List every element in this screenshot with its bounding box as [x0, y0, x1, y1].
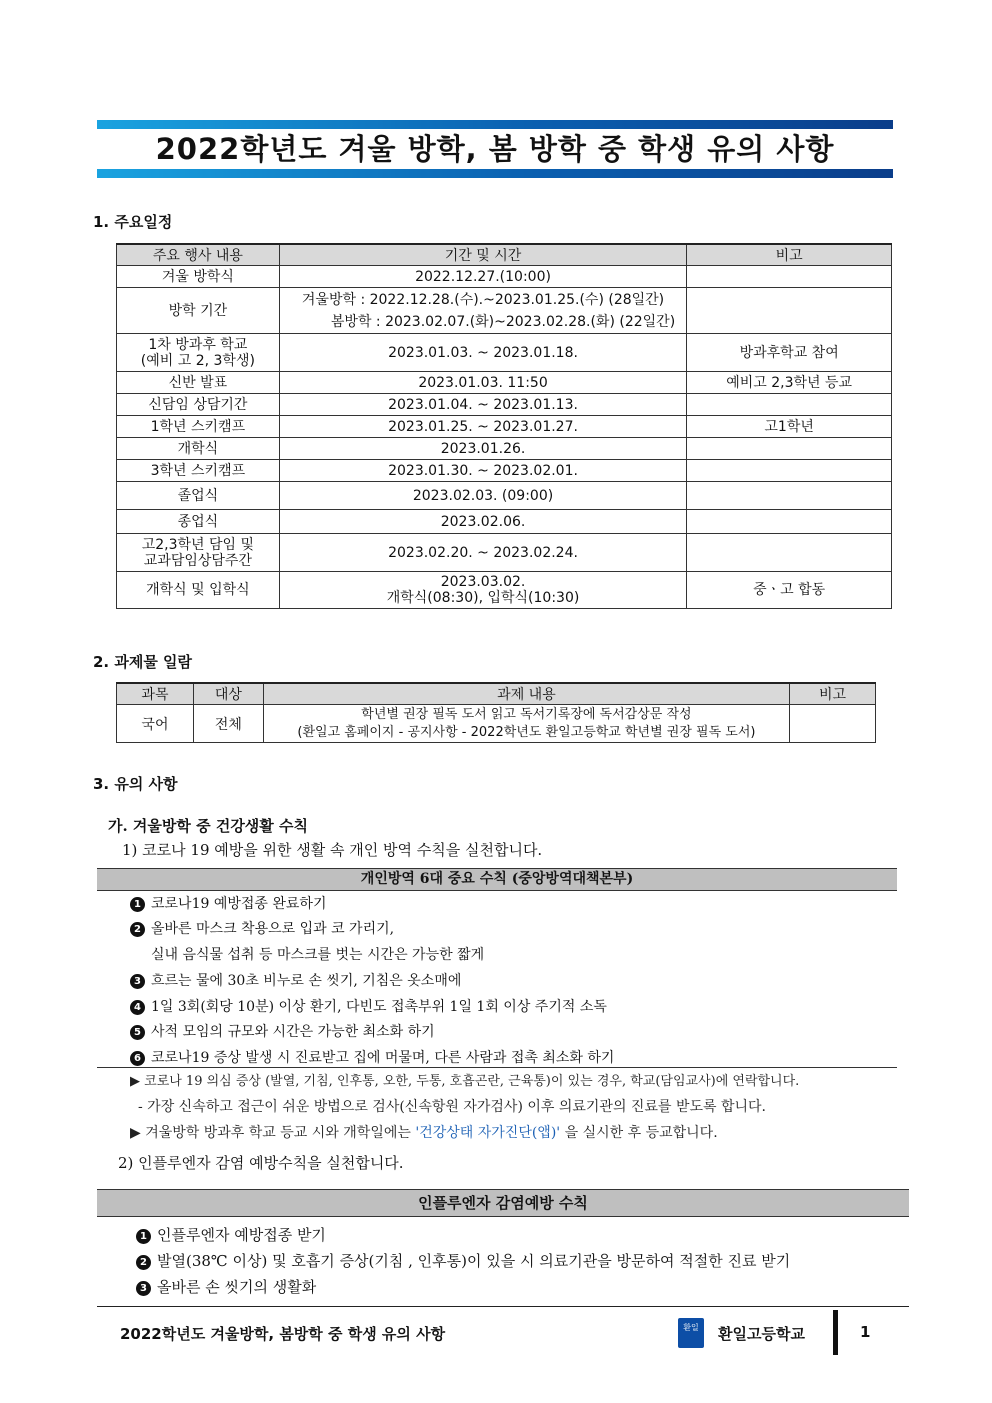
- table-row: [117, 572, 892, 609]
- homework-table: [116, 682, 876, 743]
- table-row: [117, 534, 892, 572]
- rule-text: 인플루엔자 예방접종 받기: [157, 1226, 326, 1244]
- event-line: (예비 고 2, 3학생): [140, 352, 255, 369]
- content-line: 학년별 권장 필독 도서 읽고 독서기록장에 독서감상문 작성: [361, 706, 692, 722]
- number-bullet-icon: 6: [130, 1051, 145, 1066]
- rule-text: 사적 모임의 규모와 시간은 가능한 최소화 하기: [151, 1024, 435, 1040]
- cell-period: [279, 572, 687, 609]
- rule-item: [130, 996, 607, 1016]
- cell-note: 방과후학교 참여: [687, 334, 892, 372]
- cell-period: 2023.01.26.: [279, 438, 687, 460]
- title-stripe-bottom: [97, 169, 893, 178]
- table-row: [117, 482, 892, 510]
- cell-note: [687, 394, 892, 416]
- section1-heading: 1. 주요일정: [93, 213, 173, 231]
- header-event: 주요 행사 내용: [117, 244, 280, 266]
- page-title: 2022학년도 겨울 방학, 봄 방학 중 학생 유의 사항: [155, 132, 835, 166]
- cell-note: [687, 460, 892, 482]
- flu-rule-item: [136, 1224, 326, 1245]
- rule-text: 흐르는 물에 30초 비누로 손 씻기, 기침은 옷소매에: [151, 973, 462, 989]
- rule-text: 올바른 손 씻기의 생활화: [157, 1278, 317, 1296]
- number-bullet-icon: 4: [130, 1000, 145, 1015]
- title-stripe-top: [97, 120, 893, 129]
- cell-period: 2023.02.06.: [279, 510, 687, 534]
- cell-event: 졸업식: [117, 482, 280, 510]
- box1-title: 개인방역 6대 중요 수칙 (중앙방역대책본부): [97, 868, 897, 891]
- section3-heading: 3. 유의 사항: [93, 775, 178, 793]
- content-line: (환일고 홈페이지 - 공지사항 - 2022학년도 환일고등학교 학년별 권장 필독 도서): [297, 724, 756, 740]
- note-symptoms: ▶ 코로나 19 의심 증상 (발열, 기침, 인후통, 오한, 두통, 호흡곤란, 근육통)이 있는 경우, 학교(담임교사)에 연락합니다.: [130, 1074, 800, 1089]
- flu-rule-item: [136, 1276, 316, 1297]
- box2-title: 인플루엔자 감염예방 수칙: [97, 1189, 909, 1217]
- table-row: [117, 372, 892, 394]
- number-bullet-icon: 1: [130, 897, 145, 912]
- cell-event: 개학식: [117, 438, 280, 460]
- cell-period: 2023.01.25. ~ 2023.01.27.: [279, 416, 687, 438]
- logo-text: 환일: [683, 1323, 699, 1332]
- table-row: [117, 266, 892, 288]
- period-line: 봄방학 : 2023.02.07.(화)~2023.02.28.(화) (22일간): [330, 313, 676, 330]
- cell-period: 2022.12.27.(10:00): [279, 266, 687, 288]
- table-row: [117, 416, 892, 438]
- number-bullet-icon: 3: [136, 1281, 151, 1296]
- footer-divider: [833, 1310, 838, 1355]
- cell-subject: 국어: [117, 705, 194, 743]
- header-note: 비고: [790, 683, 876, 705]
- cell-event: 신반 발표: [117, 372, 280, 394]
- rule-item: [130, 1047, 614, 1067]
- table-row: [117, 510, 892, 534]
- cell-note: 고1학년: [687, 416, 892, 438]
- box1-bottom-rule: [97, 1067, 897, 1068]
- note-text: 을 실시한 후 등교합니다.: [560, 1125, 718, 1141]
- table-header-row: [117, 683, 876, 705]
- table-row: [117, 438, 892, 460]
- cell-note: [687, 288, 892, 334]
- table-row: [117, 334, 892, 372]
- cell-period: [279, 288, 687, 334]
- cell-note: [687, 266, 892, 288]
- rule-text: 실내 음식물 섭취 등 마스크를 벗는 시간은 가능한 짧게: [151, 947, 485, 963]
- rule-item: [130, 1021, 435, 1041]
- rule-text: 1일 3회(회당 10분) 이상 환기, 다빈도 접촉부위 1일 1회 이상 주기적 소독: [151, 999, 607, 1015]
- item2-text: 2) 인플루엔자 감염 예방수칙을 실천합니다.: [118, 1154, 404, 1172]
- header-note: 비고: [687, 244, 892, 266]
- cell-period: 2023.01.30. ~ 2023.02.01.: [279, 460, 687, 482]
- header-subject: 과목: [117, 683, 194, 705]
- header-content: 과제 내용: [263, 683, 789, 705]
- cell-event: 종업식: [117, 510, 280, 534]
- number-bullet-icon: 5: [130, 1025, 145, 1040]
- rule-item: [130, 918, 394, 938]
- cell-period: 2023.02.20. ~ 2023.02.24.: [279, 534, 687, 572]
- cell-event: [117, 534, 280, 572]
- cell-event: [117, 334, 280, 372]
- cell-note: [687, 482, 892, 510]
- cell-content: [263, 705, 789, 743]
- cell-note: [687, 438, 892, 460]
- table-row: [117, 460, 892, 482]
- cell-note: 중ㆍ고 합동: [687, 572, 892, 609]
- school-logo-icon: [678, 1318, 704, 1348]
- rule-text: 올바른 마스크 착용으로 입과 코 가리기,: [151, 921, 395, 937]
- number-bullet-icon: 2: [136, 1255, 151, 1270]
- table-header-row: [117, 244, 892, 266]
- page-number: 1: [860, 1323, 871, 1341]
- rule-text: 코로나19 예방접종 완료하기: [151, 896, 327, 912]
- section2-heading: 2. 과제물 일람: [93, 653, 193, 671]
- period-line: 2023.03.02.: [440, 574, 526, 590]
- subsection-a-heading: 가. 겨울방학 중 건강생활 수칙: [108, 817, 308, 835]
- table-row: [117, 705, 876, 743]
- cell-target: 전체: [193, 705, 263, 743]
- cell-note: [687, 534, 892, 572]
- footer-school-name: 환일고등학교: [718, 1325, 805, 1343]
- cell-note: [790, 705, 876, 743]
- number-bullet-icon: 3: [130, 974, 145, 989]
- period-line: 개학식(08:30), 입학식(10:30): [386, 590, 580, 606]
- cell-event: 겨울 방학식: [117, 266, 280, 288]
- period-line: 겨울방학 : 2022.12.28.(수).~2023.01.25.(수) (28일간): [301, 291, 665, 308]
- note-text: ▶ 겨울방학 방과후 학교 등교 시와 개학일에는: [130, 1125, 416, 1141]
- rule-item: [151, 944, 484, 964]
- title-banner: [97, 120, 893, 178]
- cell-period: 2023.02.03. (09:00): [279, 482, 687, 510]
- rule-text: 코로나19 증상 발생 시 진료받고 집에 머물며, 다른 사람과 접촉 최소화 하기: [151, 1050, 615, 1066]
- table-row: [117, 288, 892, 334]
- cell-event: 신담임 상담기간: [117, 394, 280, 416]
- cell-event: 3학년 스키캠프: [117, 460, 280, 482]
- table-row: [117, 394, 892, 416]
- cell-period: 2023.01.03. ~ 2023.01.18.: [279, 334, 687, 372]
- footer-document-title: 2022학년도 겨울방학, 봄방학 중 학생 유의 사항: [120, 1325, 446, 1343]
- note-selfcheck: [130, 1122, 718, 1142]
- note-testing: - 가장 신속하고 접근이 쉬운 방법으로 검사(신속항원 자가검사) 이후 의료기관의 진료를 받도록 합니다.: [138, 1099, 766, 1115]
- item1-text: 1) 코로나 19 예방을 위한 생활 속 개인 방역 수칙을 실천합니다.: [122, 841, 543, 859]
- rule-item: [130, 893, 326, 913]
- cell-event: 방학 기간: [117, 288, 280, 334]
- number-bullet-icon: 1: [136, 1229, 151, 1244]
- rule-item: [130, 970, 461, 990]
- header-period: 기간 및 시간: [279, 244, 687, 266]
- cell-period: 2023.01.03. 11:50: [279, 372, 687, 394]
- cell-period: 2023.01.04. ~ 2023.01.13.: [279, 394, 687, 416]
- cell-event: 개학식 및 입학식: [117, 572, 280, 609]
- rule-text: 발열(38℃ 이상) 및 호흡기 증상(기침 , 인후통)이 있을 시 의료기관을 방문하여 적절한 진료 받기: [157, 1252, 791, 1270]
- event-line: 교과담임상담주간: [143, 552, 252, 569]
- cell-event: 1학년 스키캠프: [117, 416, 280, 438]
- number-bullet-icon: 2: [130, 922, 145, 937]
- cell-note: 예비고 2,3학년 등교: [687, 372, 892, 394]
- flu-rule-item: [136, 1250, 790, 1271]
- event-line: 1차 방과후 학교: [148, 336, 248, 353]
- header-target: 대상: [193, 683, 263, 705]
- selfcheck-highlight: '건강상태 자가진단(앱)': [415, 1125, 561, 1141]
- schedule-table: [116, 243, 892, 609]
- event-line: 고2,3학년 담임 및: [141, 536, 255, 553]
- footer-rule: [97, 1306, 909, 1307]
- cell-note: [687, 510, 892, 534]
